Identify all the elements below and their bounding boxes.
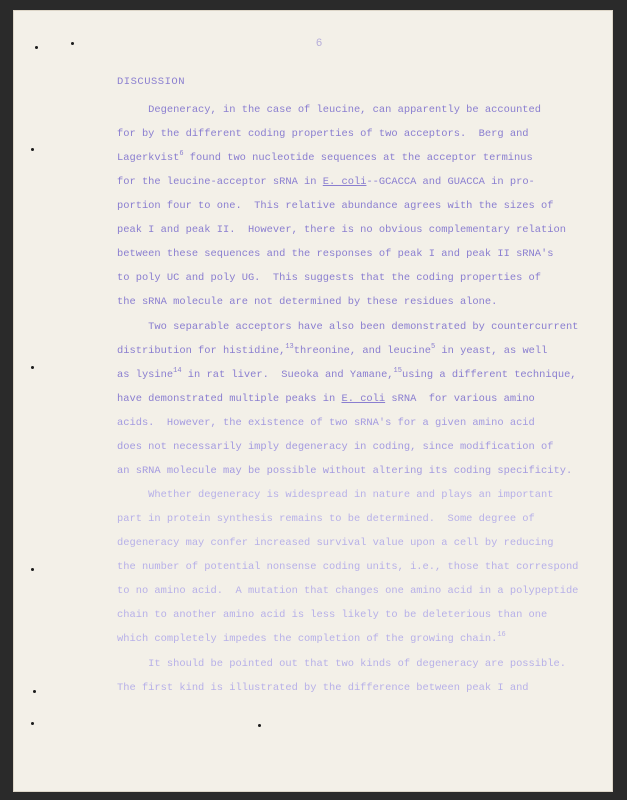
text-line: It should be pointed out that two kinds of degeneracy are possible. <box>117 658 566 670</box>
text-line: does not necessarily imply degeneracy in coding, since modification of <box>117 441 554 453</box>
text-line: portion four to one. This relative abundance agrees with the sizes of <box>117 200 554 212</box>
text-line: The first kind is illustrated by the difference between peak I and <box>117 682 529 694</box>
page-number: 6 <box>315 38 323 50</box>
scan-speck <box>31 148 34 151</box>
text-line: Two separable acceptors have also been demonstrated by countercurrent <box>117 321 579 333</box>
text-line: have demonstrated multiple peaks in E. coli sRNA for various amino <box>117 393 535 405</box>
scan-speck <box>258 724 261 727</box>
reference-superscript: 13 <box>285 343 294 351</box>
scan-speck <box>33 690 36 693</box>
scan-speck <box>35 46 38 49</box>
text-line: for the leucine-acceptor sRNA in E. coli--GCACCA and GUACCA in pro- <box>117 176 535 188</box>
reference-superscript: 15 <box>393 367 402 375</box>
scan-speck <box>71 42 74 45</box>
text-line: which completely impedes the completion of the growing chain.$^{16}$ <box>117 631 506 645</box>
reference-superscript: 16 <box>497 631 506 639</box>
text-line: chain to another amino acid is less likely to be deleterious than one <box>117 609 548 621</box>
text-line: between these sequences and the responses of peak I and peak II sRNA's <box>117 248 554 260</box>
text-line: part in protein synthesis remains to be determined. Some degree of <box>117 513 535 525</box>
text-line: Degeneracy, in the case of leucine, can apparently be accounted <box>117 104 542 116</box>
text-line: Lagerkvist$^6$ found two nucleotide sequences at the acceptor terminus <box>117 150 533 164</box>
text-line: for by the different coding properties of two acceptors. Berg and <box>117 128 529 140</box>
text-line: the number of potential nonsense coding units, i.e., those that correspond <box>117 561 579 573</box>
document-page <box>13 10 613 792</box>
text-line: to no amino acid. A mutation that changes one amino acid in a polypeptide <box>117 585 579 597</box>
section-heading: DISCUSSION <box>117 76 186 88</box>
scan-speck <box>31 568 34 571</box>
reference-superscript: 5 <box>430 343 436 351</box>
text-line: as lysine$^{14}$ in rat liver. Sueoka and Yamane,$^{15}$using a different technique, <box>117 367 577 381</box>
text-line: distribution for histidine,$^{13}$threonine, and leucine$^5$ in yeast, as well <box>117 343 548 357</box>
reference-superscript: 14 <box>173 367 182 375</box>
text-line: an sRNA molecule may be possible without altering its coding specificity. <box>117 465 573 477</box>
text-line: acids. However, the existence of two sRNA's for a given amino acid <box>117 417 535 429</box>
text-line: Whether degeneracy is widespread in nature and plays an important <box>117 489 554 501</box>
text-line: the sRNA molecule are not determined by these residues alone. <box>117 296 498 308</box>
scan-speck <box>31 722 34 725</box>
scan-speck <box>31 366 34 369</box>
text-line: to poly UC and poly UG. This suggests that the coding properties of <box>117 272 542 284</box>
reference-superscript: 6 <box>179 150 184 158</box>
text-line: degeneracy may confer increased survival value upon a cell by reducing <box>117 537 554 549</box>
text-line: peak I and peak II. However, there is no obvious complementary relation <box>117 224 566 236</box>
